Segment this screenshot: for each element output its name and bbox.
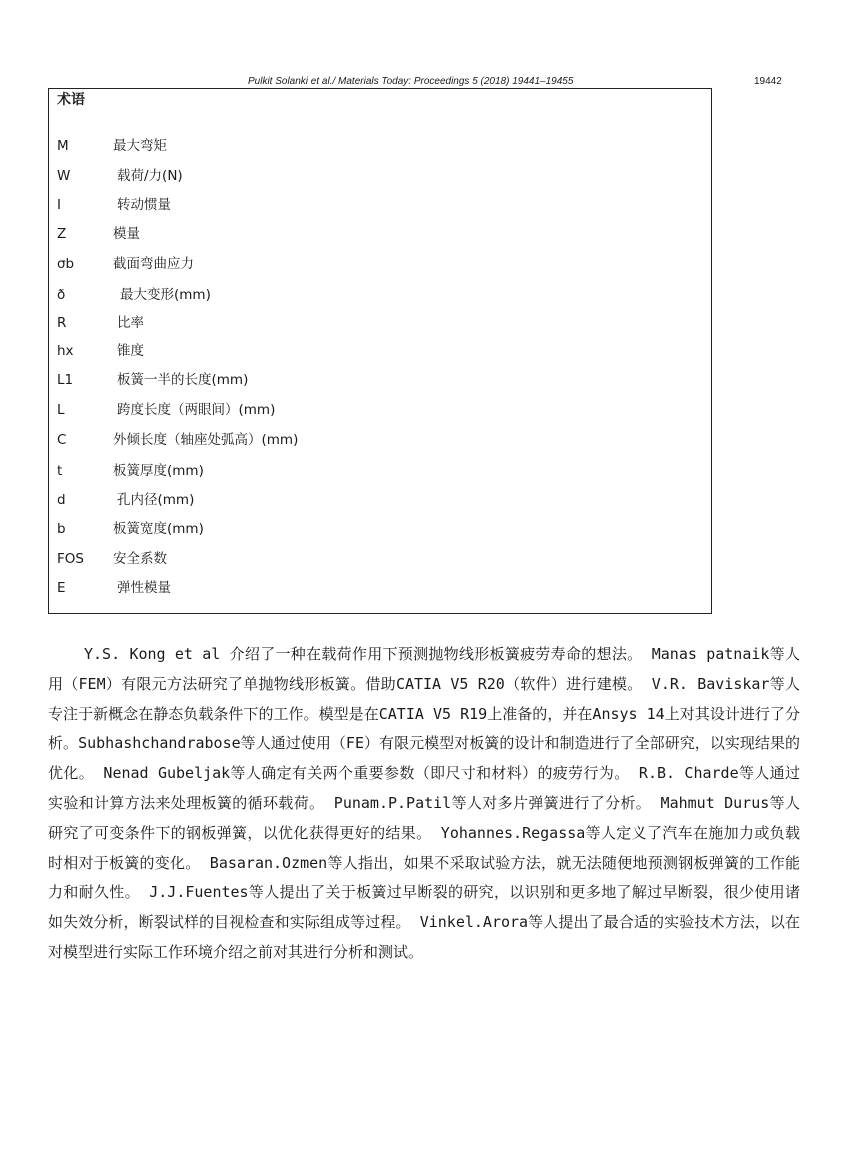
term-symbol: C: [57, 432, 67, 448]
term-description: 板簧厚度(mm): [113, 463, 204, 479]
term-symbol: R: [57, 315, 67, 331]
term-symbol: W: [57, 168, 71, 184]
term-description: 模量: [113, 226, 140, 242]
term-symbol: Z: [57, 226, 67, 242]
term-symbol: t: [57, 463, 63, 479]
nomenclature-box: [48, 88, 712, 614]
term-description: 最大变形(mm): [120, 287, 211, 303]
nomenclature-title: 术语: [57, 92, 85, 108]
term-symbol: b: [57, 521, 66, 537]
term-description: 比率: [117, 315, 144, 331]
term-symbol: FOS: [57, 551, 84, 567]
term-symbol: hx: [57, 343, 74, 359]
term-symbol: d: [57, 492, 66, 508]
term-symbol: L: [57, 402, 65, 418]
journal-citation: Pulkit Solanki et al./ Materials Today: Proceedings 5 (2018) 19441–19455: [248, 76, 574, 87]
term-description: 转动惯量: [117, 197, 171, 213]
term-description: 安全系数: [113, 551, 167, 567]
page-number: 19442: [754, 76, 782, 87]
term-description: 板簧宽度(mm): [113, 521, 204, 537]
term-symbol: L1: [57, 372, 74, 388]
term-description: 最大弯矩: [113, 138, 167, 154]
term-description: 板簧一半的长度(mm): [117, 372, 249, 388]
term-description: 弹性模量: [117, 580, 171, 596]
term-description: 孔内径(mm): [117, 492, 195, 508]
term-symbol: E: [57, 580, 66, 596]
body-paragraph: Y.S. Kong et al 介绍了一种在载荷作用下预测抛物线形板簧疲劳寿命的想法。 Manas patnaik等人用（FEM）有限元方法研究了单抛物线形板簧。借助CATIA V5 R20（软件）进行建模。 V.R. Baviskar等人专注于新概念在静态负载条件下的工作。模型是在CATIA V5 R19上准备的，并在Ansys 14上对其设计进行了分析。Subhashchandrabose等人通过使用（FE）有限元模型对板簧的设计和制造进行了全部研究，以实现结果的优化。 Nenad Gubeljak等人确定有关两个重要参数（即尺寸和材料）的疲劳行为。 R.B. Charde等人通过实验和计算方法来处理板簧的循环载荷。 Punam.P.Patil等人对多片弹簧进行了分析。 Mahmut Durus等人研究了可变条件下的钢板弹簧，以优化获得更好的结果。 Yohannes.Regassa等人定义了汽车在施加力或负载时相对于板簧的变化。 Basaran.Ozmen等人指出，如果不采取试验方法，就无法随便地预测钢板弹簧的工作能力和耐久性。 J.J.Fuentes等人提出了关于板簧过早断裂的研究，以识别和更多地了解过早断裂，很少使用诸如失效分析，断裂试样的目视检查和实际组成等过程。 Vinkel.Arora等人提出了最合适的实验技术方法，以在对模型进行实际工作环境介绍之前对其进行分析和测试。: [48, 645, 800, 961]
term-symbol: I: [57, 197, 61, 213]
term-description: 跨度长度（两眼间）(mm): [117, 402, 276, 418]
term-description: 锥度: [117, 343, 144, 359]
term-description: 外倾长度（轴座处弧高）(mm): [113, 432, 299, 448]
term-symbol: σb: [57, 256, 75, 272]
term-symbol: M: [57, 138, 69, 154]
term-description: 载荷/力(N): [117, 168, 183, 184]
term-symbol: ð: [57, 287, 66, 303]
term-description: 截面弯曲应力: [113, 256, 194, 272]
